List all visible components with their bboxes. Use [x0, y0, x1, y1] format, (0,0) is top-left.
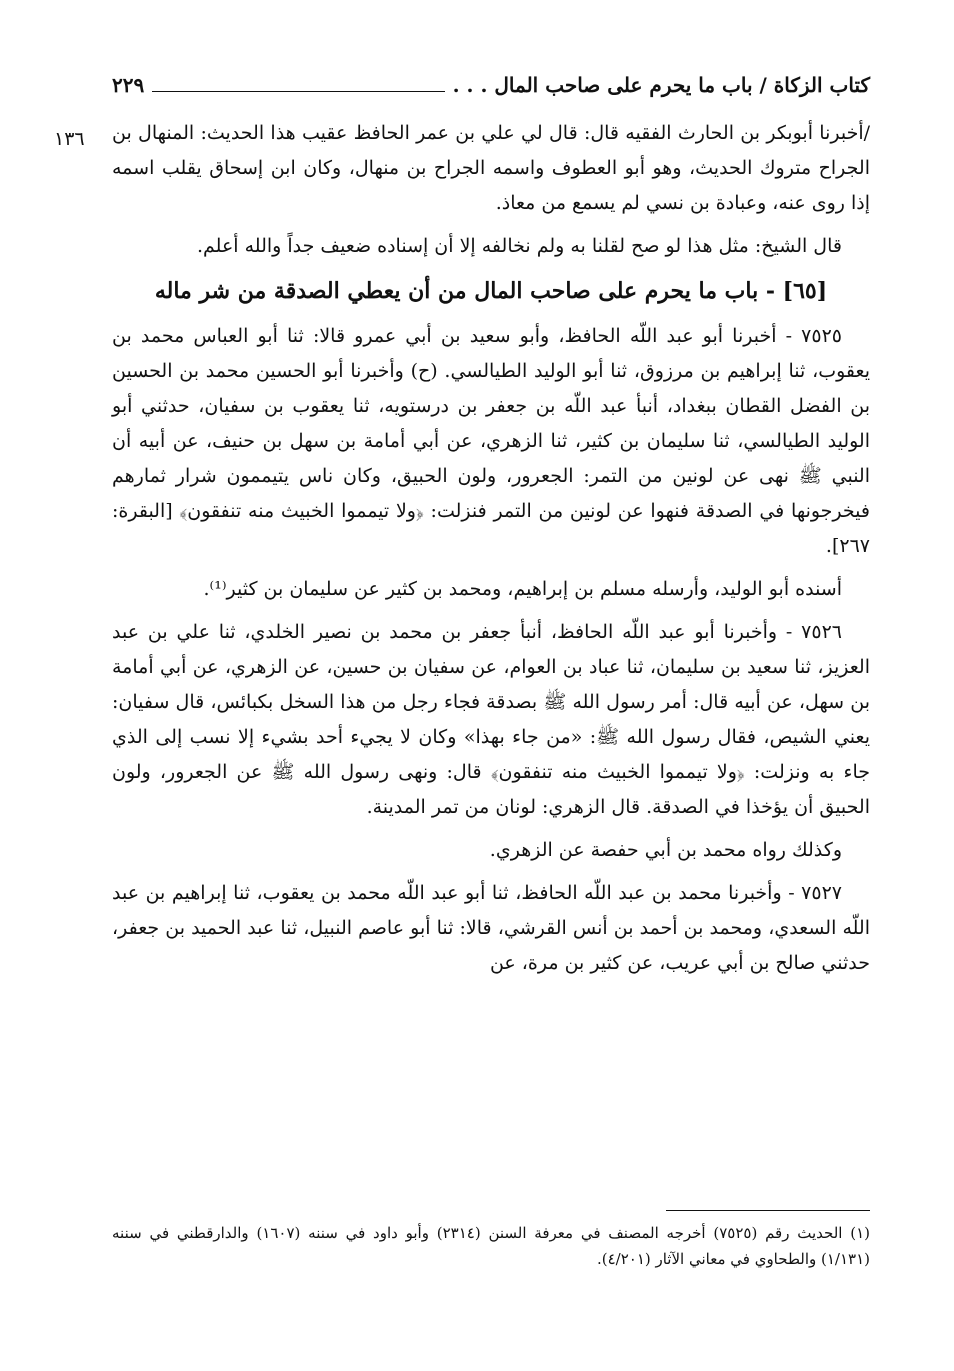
- page-header: [112, 70, 870, 100]
- paragraph-isnad-note: أسنده أبو الوليد، وأرسله مسلم بن إبراهيم، ومحمد بن كثير عن سليمان بن كثير⁽¹⁾.: [203, 578, 842, 600]
- hadith-7526: ٧٥٢٦ - وأخبرنا أبو عبد اللّه الحافظ، أنبأ جعفر بن محمد بن نصير الخلدي، ثنا علي بن عبد العزيز، ثنا سعيد بن سليمان، ثنا عباد بن العوام، عن سفيان بن حسين، عن الزهري، عن أبي أمامة بن سهل، عن أبيه قال: أمر رسول الله ﷺ بصدقة فجاء رجل من هذا السخل بكبائس، قال سفيان: يعني الشيص، فقال رسول الله ﷺ: «من جاء بهذا» وكان لا يجيء أحد بشيء إلا نسب إلى الذي جاء به ونزلت: ﴿ولا تيمموا الخبيث منه تنفقون﴾ قال: ونهى رسول الله ﷺ عن الجعرور، ولون الحبيق أن يؤخذا في الصدقة. قال الزهري: لونان من تمر المدينة.: [112, 621, 870, 818]
- paragraph-riwaya-note: وكذلك رواه محمد بن أبي حفصة عن الزهري.: [489, 839, 842, 861]
- footnote-divider: [666, 1210, 870, 1211]
- paragraph-commentary: /أخبرنا أبوبكر بن الحارث الفقيه قال: قال لي علي بن عمر الحافظ عقيب هذا الحديث: المنهال بن الجراح متروك الحديث، وهو أبو العطوف واسمه الجراح بن منهال، وكان ابن إسحاق يقلب اسمه إذا روى عنه، وعبادة بن نسي لم يسمع من معاذ.: [112, 122, 870, 214]
- margin-page-marker: ١٣٦: [54, 128, 85, 150]
- chapter-heading: [٦٥] - باب ما يحرم على صاحب المال من أن يعطي الصدقة من شر ماله: [154, 278, 828, 304]
- page-number: ٢٢٩: [112, 73, 145, 97]
- hadith-7527: ٧٥٢٧ - وأخبرنا محمد بن عبد اللّه الحافظ، ثنا أبو عبد اللّه محمد بن يعقوب، ثنا إبراهيم بن عبد اللّه السعدي، ومحمد بن أحمد بن أنس القرشي، قالا: ثنا أبو عاصم النبيل، ثنا عبد الحميد بن جعفر، حدثني صالح بن أبي عريب، عن كثير بن مرة، عن: [112, 882, 870, 974]
- header-rule: [152, 91, 444, 92]
- footnote: (١) الحديث رقم (٧٥٢٥) أخرجه المصنف في معرفة السنن (٢٣١٤) وأبو داود في سننه (١٦٠٧) والدارقطني في سننه (١/١٣١) والطحاوي في معاني الآثار (٤/٢٠١).: [112, 1224, 870, 1268]
- running-title: كتاب الزكاة / باب ما يحرم على صاحب المال . . .: [452, 73, 870, 97]
- hadith-7525: ٧٥٢٥ - أخبرنا أبو عبد اللّه الحافظ، وأبو سعيد بن أبي عمرو قالا: ثنا أبو العباس محمد بن يعقوب، ثنا إبراهيم بن مرزوق، ثنا أبو الوليد الطيالسي. (ح) وأخبرنا أبو الحسين محمد بن الحسين بن الفضل القطان ببغداد، أنبأ عبد اللّه بن جعفر بن درستويه، ثنا يعقوب بن سفيان، حدثني أبو الوليد الطيالسي، ثنا سليمان بن كثير، ثنا الزهري، عن أبي أمامة بن سهل بن حنيف، عن أبيه أن النبي ﷺ نهى عن لونين من التمر: الجعرور، ولون الحبيق، وكان ناس يتيممون شرار ثمارهم فيخرجونها في الصدقة فنهوا عن لونين من التمر فنزلت: ﴿ولا تيمموا الخبيث منه تنفقون﴾ [البقرة: ٢٦٧].: [112, 325, 870, 557]
- paragraph-sheikh-remark: قال الشيخ: مثل هذا لو صح لقلنا به ولم نخالفه إلا أن إسناده ضعيف جداً والله أعلم.: [196, 235, 842, 257]
- main-text: [112, 116, 870, 989]
